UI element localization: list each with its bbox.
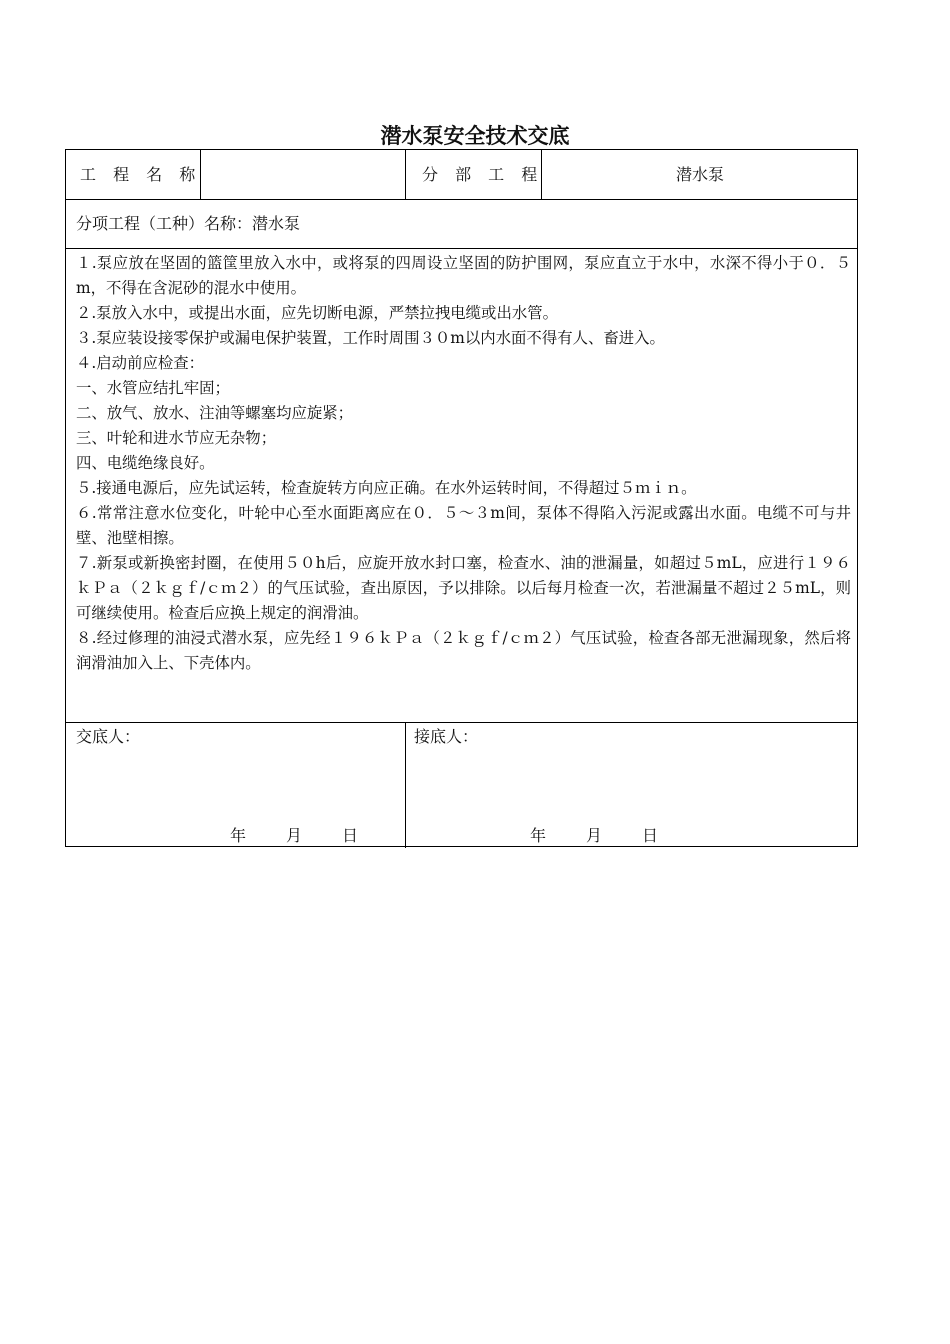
- month-label: 月: [586, 826, 603, 845]
- year-label: 年: [530, 826, 547, 845]
- instruction-line: ５.接通电源后，应先试运转，检查旋转方向应正确。在水外运转时间，不得超过５ｍｉｎ。: [76, 479, 697, 497]
- instruction-line: ６.常常注意水位变化，叶轮中心至水面距离应在０．５～３m间，泵体不得陷入污泥或露出水面。电缆不可与井壁、池壁相擦。: [76, 504, 851, 547]
- safety-instructions: [76, 251, 851, 676]
- sub-project-label: 分 部 工 程: [422, 165, 544, 184]
- instruction-line: ４.启动前应检查：: [76, 354, 205, 372]
- project-name-label: 工 程 名 称: [80, 165, 202, 184]
- instruction-line: 一、水管应结扎牢固；: [76, 379, 230, 397]
- day-label: 日: [642, 826, 659, 845]
- discloser-label: 交底人：: [76, 727, 141, 746]
- instruction-line: ３.泵应装设接零保护或漏电保护装置，工作时周围３０m以内水面不得有人、畜进入。: [76, 329, 665, 347]
- sub-project-value: 潜水泵: [675, 165, 724, 184]
- instruction-line: 三、叶轮和进水节应无杂物；: [76, 429, 277, 447]
- instruction-line: ８.经过修理的油浸式潜水泵，应先经１９６ｋＰａ（２ｋｇｆ/ｃｍ２）气压试验，检查各部无泄漏现象，然后将润滑油加入上、下壳体内。: [76, 629, 851, 672]
- column-divider: [405, 722, 406, 848]
- row-divider: [66, 199, 857, 200]
- year-label: 年: [230, 826, 247, 845]
- sub-item-name: 分项工程（工种）名称：潜水泵: [76, 214, 301, 233]
- disclosure-form: [65, 149, 858, 847]
- instruction-line: １.泵应放在坚固的篮筐里放入水中，或将泵的四周设立坚固的防护围网，泵应直立于水中，水深不得小于０．５m，不得在含泥砂的混水中使用。: [76, 254, 851, 297]
- instruction-line: ２.泵放入水中，或提出水面，应先切断电源，严禁拉拽电缆或出水管。: [76, 304, 559, 322]
- receiver-label: 接底人：: [414, 727, 479, 746]
- row-divider: [66, 722, 857, 723]
- instruction-line: 四、电缆绝缘良好。: [76, 454, 215, 472]
- receiver-date: [530, 826, 658, 846]
- column-divider: [405, 150, 406, 199]
- row-divider: [66, 248, 857, 249]
- month-label: 月: [286, 826, 303, 845]
- document-title: 潜水泵安全技术交底: [380, 123, 570, 148]
- day-label: 日: [342, 826, 359, 845]
- instruction-line: ７.新泵或新换密封圈，在使用５０h后，应旋开放水封口塞，检查水、油的泄漏量，如超过５mL，应进行１９６ｋＰａ（２ｋｇｆ/ｃｍ２）的气压试验，查出原因，予以排除。以后每月检查一次，若泄漏量不超过２５mL，则可继续使用。检查后应换上规定的润滑油。: [76, 554, 851, 622]
- discloser-date: [230, 826, 358, 846]
- instruction-line: 二、放气、放水、注油等螺塞均应旋紧；: [76, 404, 354, 422]
